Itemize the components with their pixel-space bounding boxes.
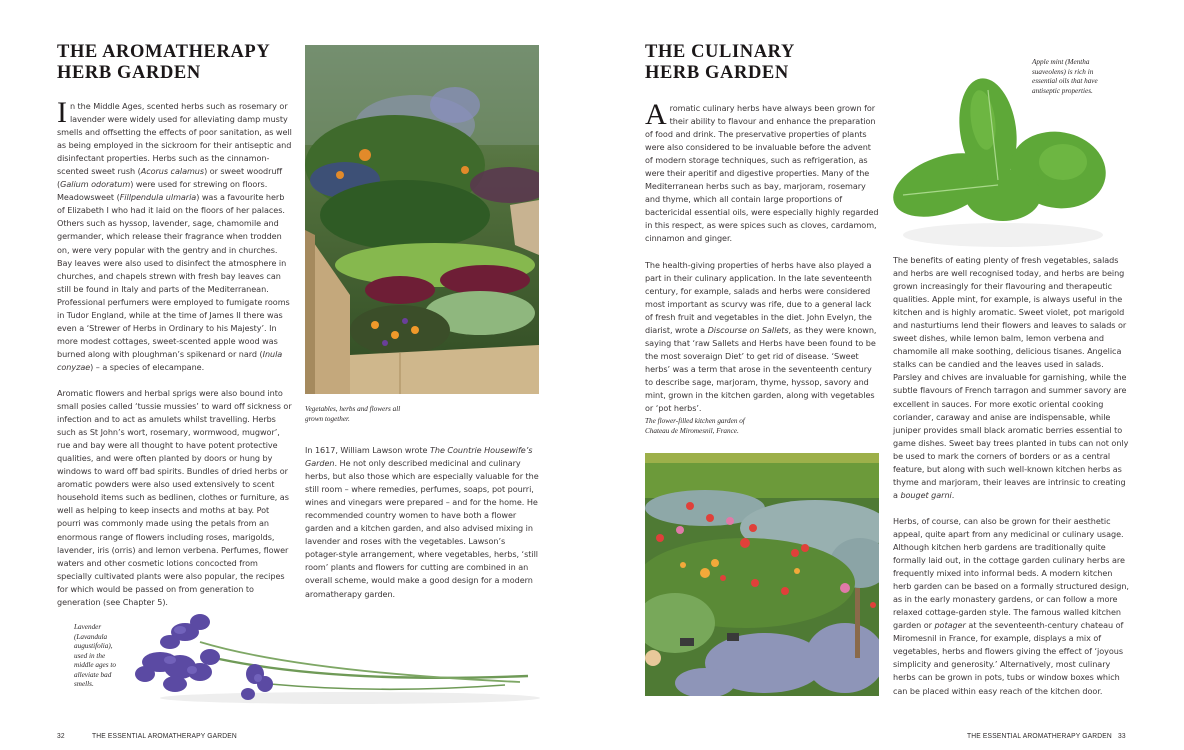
lavender-illustration (130, 612, 540, 712)
left-column-text (57, 96, 294, 622)
mint-illustration (893, 70, 1113, 255)
lavender-caption: Lavender (Lavandula augustifolia), used in the middle ages to alleviate bad smells. (74, 623, 116, 688)
lavender-photo (130, 612, 540, 712)
paragraph: Aromatic flowers and herbal sprigs were also bound into small posies called ‘tussie mussies’ to ward off sickness or infection and to act as amulets whilst travelling. Herbs such as St John’s wort, rosemary, wormwood, mugwor’, rue and bay were all thought to have potent protective qualities, and were often planted by doors or hung by windows to ward off bad spirits. Bundles of dried herbs or aromatic powders were also used extensively to scent household items such as bedlinen, clothes or furniture, as well as helping to keep insects and moths at bay. Pot pourri was commonly made using the petals from an enormous range of flowers including roses, marigolds, lavender, iris (orris) and lemon verbena. Perfumes, flower waters and other cosmetic lotions concocted from specially cultivated plants were also popular, the recipes for which would be passed on from generation to generation (see Chapter 5). (57, 387, 292, 607)
paragraph: In the Middle Ages, scented herbs such as rosemary or lavender were widely used for alleviating damp musty smells and offsetting the effects of poor sanitation, as well as being employed in the sickroom for their antiseptic and disinfectant properties. Herbs such as the cinnamon-scented sweet rush (Acorus calamus) or sweet woodruff (Galium odoratum) were used for strewing on floors. Meadowsweet (Fillpendula ulmaria) was a favourite herb of Elizabeth I who had it laid on the floors of her palaces. Others such as hyssop, lavender, sage, chamomile and germander, which release their fragrance when trodden on, were very popular with the gentry and in churches. Bay leaves were also used to disinfect the atmosphere in churches, and chapels strewn with fresh bay leaves can still be found in Italy and parts of the Mediterranean. Professional perfumers were employed to fumigate rooms in Tudor England, while at the time of James II there was even a ‘Strewer of Herbs in Ordinary to his Majesty’. In more modest cottages, sweet-scented apple wood was burned along with ploughman’s spikenard or nard (Inula conyzae) – a species of elecampane. (57, 96, 292, 372)
paragraph: The benefits of eating plenty of fresh vegetables, salads and herbs are well recognised today, and herbs are being grown increasingly for their flavouring and therapeutic qualities. Apple mint, for example, is always useful in the kitchen and is highly aromatic. Sweet violet, pot marigold and nasturtiums lend their flowers and leaves to salads or sweet dishes, while lemon balm, lemon verbena and chamomile all make soothing, delicious tisanes. Angelica stalks can be candied and the leaves used in salads. Parsley and chives are invaluable for garnishing, while the subtle flavours of French tarragon and summer savory are excellent in sauces. For more exotic oriental cooking coriander, caraway and anise are indispensable, while juniper provides small black aromatic berries essential to game dishes. Sweet bay trees planted in tubs can not only be used to mark the corners of borders or as a central feature, but along with such well-known kitchen herbs as thyme and marjoram, their leaves are intrinsic to creating a bouget garni. (893, 255, 1129, 500)
right-column-text (305, 444, 539, 614)
apple-mint-caption: Apple mint (Mentha suaveolens) is rich in essential oils that have antiseptic properties. (1032, 58, 1098, 95)
apple-mint-photo (893, 70, 1113, 255)
drop-cap: A (645, 98, 667, 131)
garden-illustration (305, 45, 539, 394)
left-column-text (645, 98, 881, 428)
running-footer-right: THE ESSENTIAL AROMATHERAPY GARDEN (967, 731, 1112, 740)
paragraph: Aromatic culinary herbs have always been grown for their ability to flavour and enhance the preparation of food and drink. The preservative properties of plants were also considered to be invaluable before the advent of modern storage techniques, such as refrigeration, as were their aperitif and digestive properties. Many of the Mediterranean herbs such as bay, marjoram, rosemary and thyme, which all contain large proportions of bactericidal essential oils, were especially highly regarded in this respect, as were spices such as cloves, cardamom, cinnamon and ginger. (645, 98, 879, 244)
paragraph: In 1617, William Lawson wrote The Countrie Housewife’s Garden. He not only described medicinal and culinary herbs, but also those which are especially valuable for the still room – where remedies, perfumes, soaps, pot pourri, wines and vinegars were prepared – and for the home. He recommended country women to have both a flower garden and a kitchen garden, and also advised mixing in lavender and roses with the vegetables. Lawson’s potager-style arrangement, where vegetables, herbs, ‘still room’ plants and flowers for cutting are combined in an overall scheme, would make a good design for a modern aromatherapy garden. (305, 445, 539, 599)
right-column-text (893, 254, 1133, 711)
paragraph: Herbs, of course, can also be grown for their aesthetic appeal, quite apart from any medicinal or culinary usage. Although kitchen herb gardens are traditionally quite formally laid out, in the cottage garden culinary herbs are frequently mixed into informal beds. A modern kitchen herb garden can be based on a formally structured design, as in the early monastery gardens, or can follow a more relaxed cottage-garden style. The famous walled kitchen garden or potager at the seventeenth-century chateau of Miromesnil in France, for example, displays a mix of vegetables, herbs and flowers giving the effect of ‘joyous simplicity and generosity.’ Alternatively, most culinary herbs can be grown in pots, tubs or window boxes which can be placed within easy reach of the kitchen door. (893, 515, 1129, 696)
raised-bed-garden-photo (305, 45, 539, 394)
kitchen-garden-illustration (645, 453, 879, 696)
left-page-title (57, 42, 270, 84)
paragraph: The health-giving properties of herbs have also played a part in their culinary application. In the late seventeenth century, for example, salads and herbs were considered most important as scurvy was rife, due to a general lack of fresh fruit and vegetables in the diet. John Evelyn, the diarist, wrote a Discourse on Sallets, as they were known, saying that ‘raw Sallets and Herbs have been found to be the most soveraign Diet’ to get rid of disease. ‘Sweet herbs’ was a term that arose in the seventeenth century to describe sage, marjoram, thyme, hyssop, savory and mint, grown in the kitchen garden, along with vegetables or ‘pot herbs’. (645, 259, 877, 414)
title-line-1: THE AROMATHERAPY (57, 42, 271, 62)
garden-photo-caption: Vegetables, herbs and flowers all grown together. (305, 405, 401, 423)
drop-cap: I (57, 96, 67, 129)
running-footer-left: THE ESSENTIAL AROMATHERAPY GARDEN (92, 731, 237, 740)
page-number-left: 32 (57, 731, 65, 740)
right-page-title (645, 42, 795, 84)
title-line-2: HERB GARDEN (645, 63, 789, 83)
title-line-2: HERB GARDEN (57, 63, 201, 83)
page-number-right: 33 (1118, 731, 1126, 740)
title-line-1: THE CULINARY (645, 42, 795, 62)
kitchen-garden-photo (645, 453, 879, 696)
kitchen-garden-photo-caption: The flower-filled kitchen garden of Chateau de Miromesnil, France. (645, 417, 745, 435)
